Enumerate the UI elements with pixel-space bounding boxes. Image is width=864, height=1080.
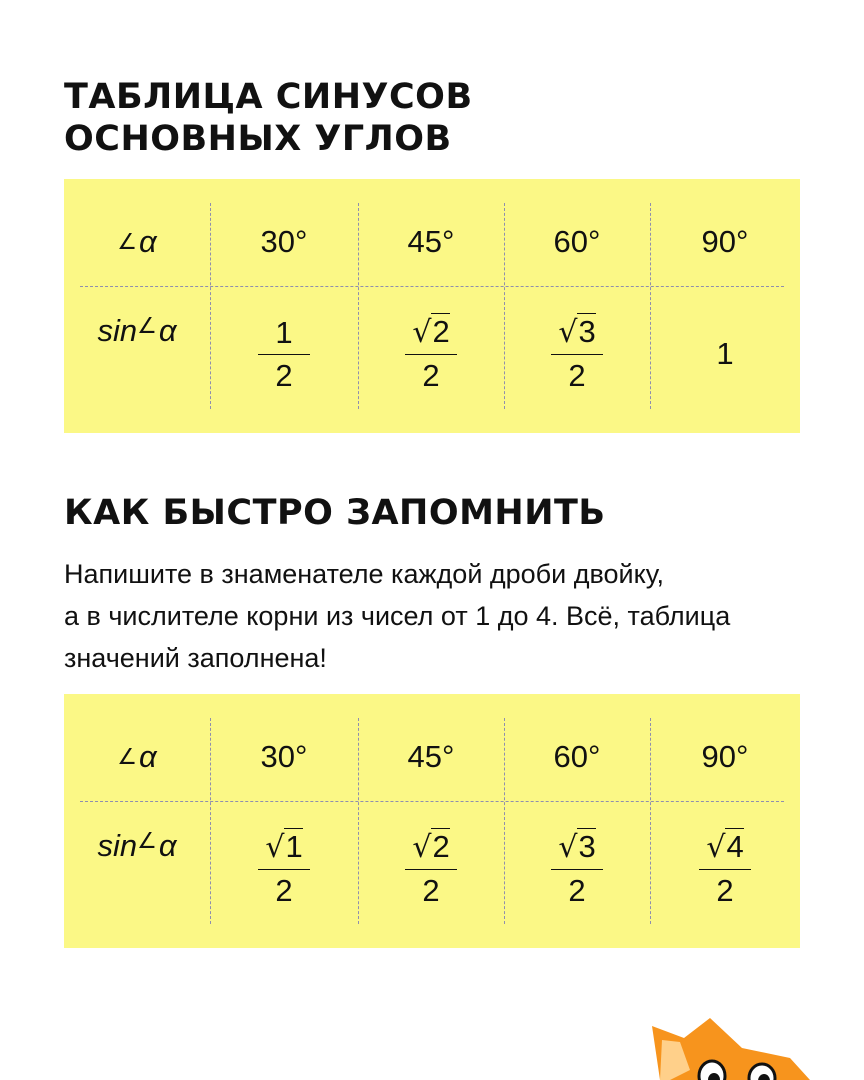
sin-30-value xyxy=(210,297,358,411)
sqrt-icon: √ xyxy=(558,830,578,865)
explanation-text: Напишите в знаменателе каждой дроби двойку, а в числителе корни из чисел от 1 до 4. Всё, таблица значений заполнена! xyxy=(64,559,731,673)
fraction: $\frac{√2}{2}$ xyxy=(405,828,457,910)
fraction: $\frac{√4}{2}$ xyxy=(699,828,751,910)
sine-table-2 xyxy=(64,694,800,948)
angle-60: 60° xyxy=(553,739,601,774)
angle-30: 30° xyxy=(260,224,308,259)
fraction: $\frac{√3}{2}$ xyxy=(551,313,603,395)
title-line-2: ОСНОВНЫХ УГЛОВ xyxy=(64,119,452,159)
sqrt-icon: √ xyxy=(412,830,432,865)
sqrt-icon: √ xyxy=(412,315,432,350)
sin-60-value xyxy=(504,812,650,926)
sin-30-value xyxy=(210,812,358,926)
angle-90: 90° xyxy=(701,739,749,774)
angle-45: 45° xyxy=(407,224,455,259)
section-heading: КАК БЫСТРО ЗАПОМНИТЬ xyxy=(64,493,606,533)
angle-60: 60° xyxy=(553,224,601,259)
angle-row-header: ∠ α xyxy=(117,739,157,774)
angle-45: 45° xyxy=(407,739,455,774)
angle-30: 30° xyxy=(260,739,308,774)
angle-row-header: ∠ α xyxy=(117,224,157,259)
sin-45-value xyxy=(358,812,504,926)
title-line-1: ТАБЛИЦА СИНУСОВ xyxy=(64,77,473,117)
row-divider xyxy=(80,801,784,802)
sqrt-icon: √ xyxy=(706,830,726,865)
page-title xyxy=(64,76,473,160)
fraction: $\frac{1}{2}$ xyxy=(258,314,310,395)
sin-60-value xyxy=(504,297,650,411)
fraction: $\frac{√3}{2}$ xyxy=(551,828,603,910)
fraction: $\frac{√2}{2}$ xyxy=(405,313,457,395)
sin-90-value: 1 xyxy=(716,336,734,371)
fraction: $\frac{√1}{2}$ xyxy=(258,828,310,910)
row-divider xyxy=(80,286,784,287)
sin-row-header: sin ∠ α xyxy=(97,313,177,348)
fox-mascot-icon xyxy=(650,1018,810,1080)
sqrt-icon: √ xyxy=(558,315,578,350)
sqrt-icon: √ xyxy=(265,830,285,865)
sin-45-value xyxy=(358,297,504,411)
sin-row-header: sin ∠ α xyxy=(97,828,177,863)
sin-90-value xyxy=(650,812,800,926)
angle-90: 90° xyxy=(701,224,749,259)
sine-table-1 xyxy=(64,179,800,433)
